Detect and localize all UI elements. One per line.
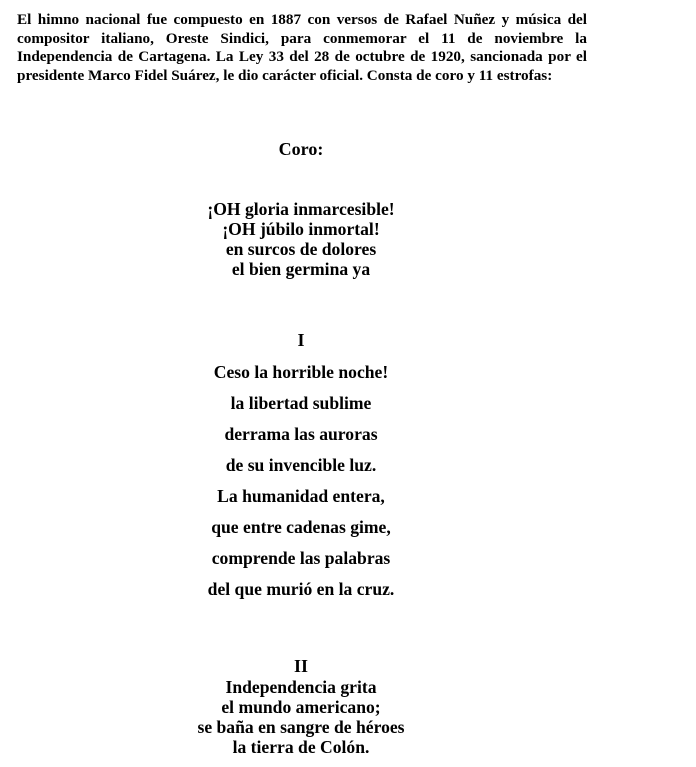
stanza-line: la tierra de Colón.: [232, 737, 370, 757]
stanza-line: que entre cadenas gime,: [211, 517, 391, 537]
stanza-line: derrama las auroras: [224, 424, 378, 444]
stanza-line: Ceso la horrible noche!: [213, 362, 389, 382]
stanza-line: comprende las palabras: [211, 548, 391, 568]
chorus-line: ¡OH gloria inmarcesible!: [207, 199, 395, 219]
stanza-line: del que murió en la cruz.: [207, 579, 395, 599]
chorus-line: en surcos de dolores: [225, 239, 377, 259]
stanza-line: se baña en sangre de héroes: [197, 717, 405, 737]
stanza-line: La humanidad entera,: [217, 486, 385, 506]
stanza-line: la libertad sublime: [230, 393, 372, 413]
chorus-line: el bien germina ya: [231, 259, 371, 279]
chorus-heading: Coro:: [278, 139, 324, 159]
chorus-line: ¡OH júbilo inmortal!: [222, 219, 380, 239]
intro-paragraph: El himno nacional fue compuesto en 1887 con versos de Rafael Nuñez y música del compositor italiano, Oreste Sindici, para conmemorar el 11 de noviembre la Independencia de Cartagena. La Ley 33 del 28 de octubre de 1920, sancionada por el presidente Marco Fidel Suárez, le dio carácter oficial. Consta de coro y 11 estrofas:: [17, 11, 587, 84]
stanza-2-heading: II: [293, 656, 308, 676]
stanza-line: Independencia grita: [225, 677, 377, 697]
stanza-1-heading: I: [297, 330, 305, 350]
stanza-line: el mundo americano;: [221, 697, 381, 717]
stanza-line: de su invencible luz.: [225, 455, 377, 475]
